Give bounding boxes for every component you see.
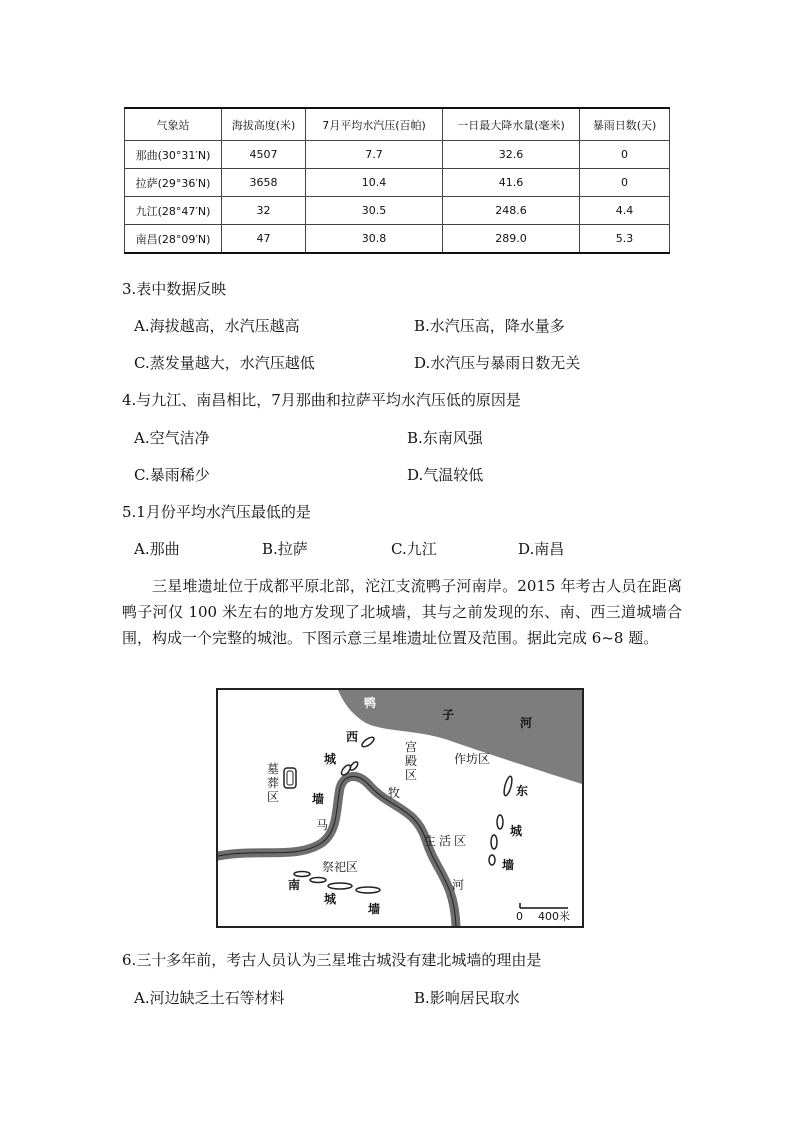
table-cell: 那曲(30°31′N) xyxy=(125,141,222,169)
weather-station-table xyxy=(124,107,670,254)
table-cell: 248.6 xyxy=(443,197,580,225)
table-cell: 4.4 xyxy=(580,197,670,225)
q3-option-c: C.蒸发量越大，水汽压越低 xyxy=(134,354,315,372)
scale-zero: 0 xyxy=(516,910,523,923)
table-cell: 47 xyxy=(222,225,306,254)
passage-text: 三星堆遗址位于成都平原北部，沱江支流鸭子河南岸。2015 年考古人员在距离鸭子河仅 100 米左右的地方发现了北城墙，其与之前发现的东、南、西三道城墙合围，构成一个完整的城池。下图示意三星堆遗址位置及范围。据此完成 6~8 题。 xyxy=(122,577,682,647)
table-cell: 0 xyxy=(580,141,670,169)
label-river-he: 河 xyxy=(452,878,465,892)
table-header-row xyxy=(125,108,670,141)
south-wall-segment xyxy=(294,872,310,877)
label-palace-area: 宫殿区 xyxy=(404,740,417,782)
col-header: 气象站 xyxy=(125,108,222,141)
col-header: 7月平均水汽压(百帕) xyxy=(306,108,443,141)
sanxingdui-map xyxy=(216,688,584,928)
question-3-stem: 3.表中数据反映 xyxy=(122,280,227,298)
table-cell: 41.6 xyxy=(443,169,580,197)
label-river-1: 鸭 xyxy=(364,696,377,710)
mamu-river xyxy=(218,776,456,926)
q4-option-a: A.空气洁净 xyxy=(134,429,210,447)
table-cell: 10.4 xyxy=(306,169,443,197)
east-wall-segment xyxy=(491,835,497,849)
table-cell: 30.5 xyxy=(306,197,443,225)
scale-label: 400米 xyxy=(538,910,570,923)
label-muma-2: 马 xyxy=(316,818,329,832)
west-wall-segment xyxy=(361,736,376,749)
label-workshop-area: 作坊区 xyxy=(454,752,491,766)
q4-option-d: D.气温较低 xyxy=(407,466,484,484)
table-cell: 4507 xyxy=(222,141,306,169)
label-south-1: 南 xyxy=(288,878,301,892)
table-row xyxy=(125,225,670,254)
table-cell: 30.8 xyxy=(306,225,443,254)
south-wall-segment xyxy=(328,883,352,889)
col-header: 暴雨日数(天) xyxy=(580,108,670,141)
q3-option-b: B.水汽压高，降水量多 xyxy=(414,317,565,335)
label-river-2: 子 xyxy=(442,708,455,722)
table-cell: 32 xyxy=(222,197,306,225)
west-wall-segment xyxy=(349,761,359,772)
label-west-1: 西 xyxy=(346,730,359,744)
q5-option-a: A.那曲 xyxy=(134,540,180,558)
col-header: 一日最大降水量(毫米) xyxy=(443,108,580,141)
q6-option-b: B.影响居民取水 xyxy=(414,989,520,1007)
label-east-1: 东 xyxy=(516,784,529,798)
q4-option-c: C.暴雨稀少 xyxy=(134,466,210,484)
label-south-3: 墙 xyxy=(368,902,381,916)
q3-option-d: D.水汽压与暴雨日数无关 xyxy=(414,354,581,372)
label-east-3: 墙 xyxy=(502,858,515,872)
question-4-stem: 4.与九江、南昌相比，7月那曲和拉萨平均水汽压低的原因是 xyxy=(122,391,521,409)
label-east-2: 城 xyxy=(510,824,523,838)
south-wall-segment xyxy=(310,878,326,883)
table-row xyxy=(125,197,670,225)
table-cell: 289.0 xyxy=(443,225,580,254)
q3-option-a: A.海拔越高，水汽压越高 xyxy=(134,317,300,335)
table-row xyxy=(125,141,670,169)
label-west-2: 城 xyxy=(324,752,337,766)
label-burial-area: 墓葬区 xyxy=(266,762,279,804)
table-row xyxy=(125,169,670,197)
south-wall-segment xyxy=(356,887,380,893)
q4-option-b: B.东南风强 xyxy=(407,429,483,447)
table-cell: 5.3 xyxy=(580,225,670,254)
label-river-3: 河 xyxy=(520,716,533,730)
col-header: 海拔高度(米) xyxy=(222,108,306,141)
table-cell: 0 xyxy=(580,169,670,197)
q6-option-a: A.河边缺乏土石等材料 xyxy=(134,989,285,1007)
q5-option-b: B.拉萨 xyxy=(262,540,308,558)
table-cell: 南昌(28°09′N) xyxy=(125,225,222,254)
question-6-stem: 6.三十多年前，考古人员认为三星堆古城没有建北城墙的理由是 xyxy=(122,951,542,969)
label-muma-1: 牧 xyxy=(388,786,401,800)
q5-option-d: D.南昌 xyxy=(518,540,565,558)
table-cell: 32.6 xyxy=(443,141,580,169)
label-ritual-area: 祭祀区 xyxy=(322,860,359,874)
east-wall-segment xyxy=(497,815,503,829)
table-cell: 7.7 xyxy=(306,141,443,169)
q5-option-c: C.九江 xyxy=(391,540,437,558)
east-wall-segment xyxy=(503,776,514,797)
east-wall-segment xyxy=(489,855,495,865)
label-west-3: 墙 xyxy=(312,792,325,806)
label-living-area: 生活区 xyxy=(424,834,470,848)
table-cell: 3658 xyxy=(222,169,306,197)
table-cell: 拉萨(29°36′N) xyxy=(125,169,222,197)
table-cell: 九江(28°47′N) xyxy=(125,197,222,225)
question-5-stem: 5.1月份平均水汽压最低的是 xyxy=(122,503,311,521)
label-south-2: 城 xyxy=(324,892,337,906)
